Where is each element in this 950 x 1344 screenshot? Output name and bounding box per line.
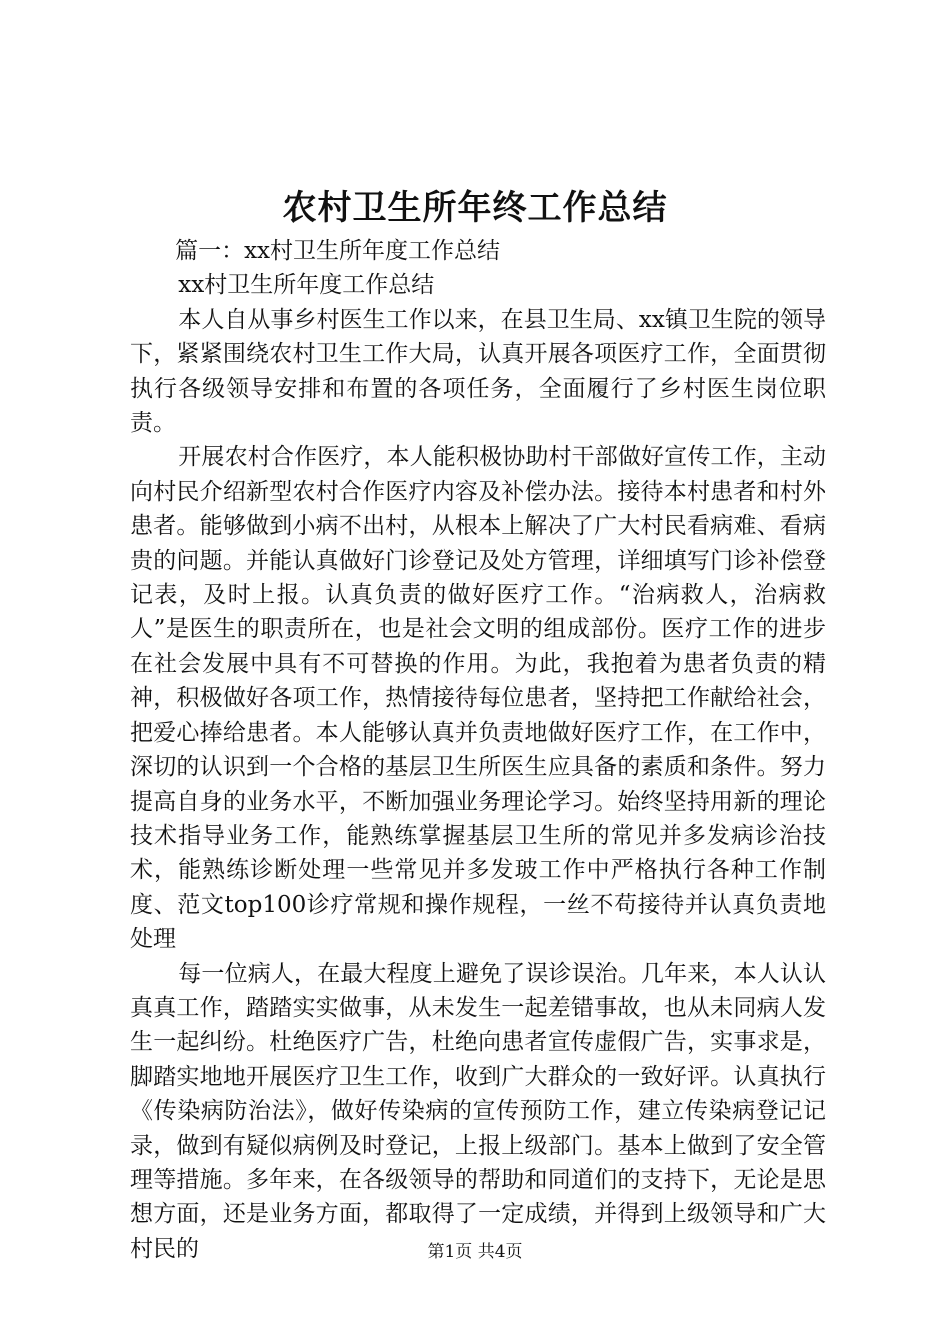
document-title: 农村卫生所年终工作总结 [282, 188, 668, 228]
paragraph-2: 开展农村合作医疗，本人能积极协助村干部做好宣传工作，主动向村民介绍新型农村合作医疗内容及补偿办法。接待本村患者和村外患者。能够做到小病不出村，从根本上解决了广大村民看病难、看病贵的问题。并能认真做好门诊登记及处方管理，详细填写门诊补偿登记表，及时上报。认真负责的做好医疗工作。“治病救人，治病救人”是医生的职责所在，也是社会文明的组成部份。医疗工作的进步在社会发展中具有不可替换的作用。为此，我抱着为患者负责的精神，积极做好各项工作，热情接待每位患者，坚持把工作献给社会，把爱心捧给患者。本人能够认真并负责地做好医疗工作，在工作中，深切的认识到一个合格的基层卫生所医生应具备的素质和条件。努力提高自身的业务水平，不断加强业务理论学习。始终坚持用新的理论技术指导业务工作，能熟练掌握基层卫生所的常见并多发病诊治技术，能熟练诊断处理一些常见并多发玻工作中严格执行各种工作制度、范文top100诊疗常规和操作规程，一丝不苟接待并认真负责地处理 [130, 444, 826, 953]
paragraph-3: 每一位病人，在最大程度上避免了误诊误治。几年来，本人认认真真工作，踏踏实实做事，从未发生一起差错事故，也从未同病人发生一起纠纷。杜绝医疗广告，杜绝向患者宣传虚假广告，实事求是，脚踏实地地开展医疗卫生工作，收到广大群众的一致好评。认真执行《传染病防治法》，做好传染病的宣传预防工作，建立传染病登记记录，做到有疑似病例及时登记，上报上级部门。基本上做到了安全管理等措施。多年来，在各级领导的帮助和同道们的支持下，无论是思想方面，还是业务方面，都取得了一定成绩，并得到上级领导和广大村民的 [130, 960, 826, 1262]
section-heading: 篇一：xx村卫生所年度工作总结 [175, 238, 501, 264]
document-body [130, 234, 826, 1266]
page-footer: 第1页 共4页 [427, 1242, 523, 1262]
paragraph-1: 本人自从事乡村医生工作以来，在县卫生局、xx镇卫生院的领导下，紧紧围绕农村卫生工作大局，认真开展各项医疗工作，全面贯彻执行各级领导安排和布置的各项任务，全面履行了乡村医生岗位职责。 [130, 306, 826, 437]
subsection-heading: xx村卫生所年度工作总结 [178, 272, 435, 299]
